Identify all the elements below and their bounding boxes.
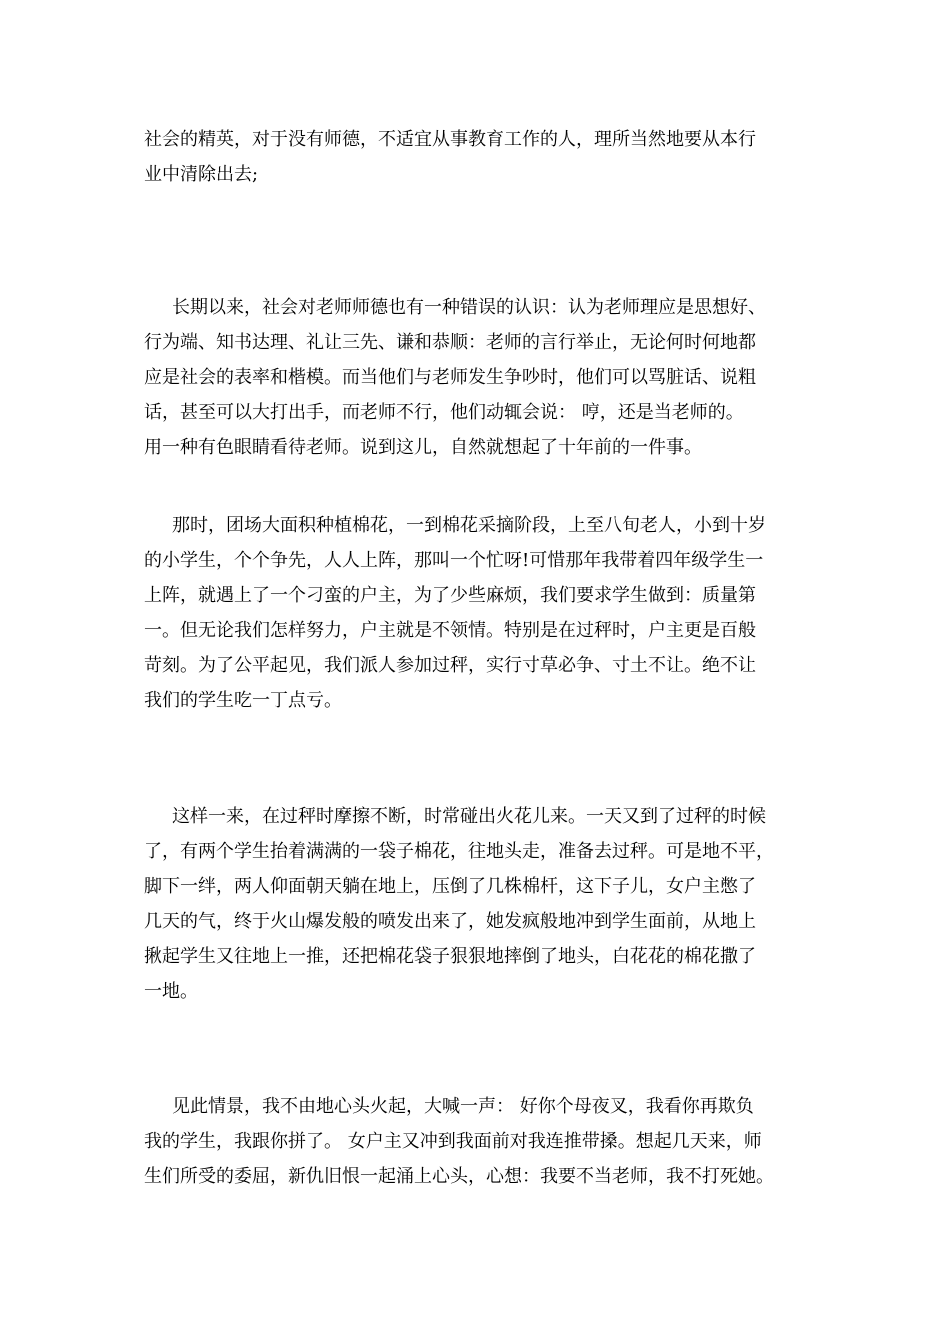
text-line: 脚下一绊，两人仰面朝天躺在地上，压倒了几株棉杆，这下子儿，女户主憋了 [144,876,756,897]
text-line: 我们的学生吃一丁点亏。 [144,690,342,711]
text-line: 了，有两个学生抬着满满的一袋子棉花，往地头走，准备去过秤。可是地不平， [144,841,774,862]
text-line: 苛刻。为了公平起见，我们派人参加过秤，实行寸草必争、寸土不让。绝不让 [144,655,756,676]
text-line: 几天的气，终于火山爆发般的喷发出来了，她发疯般地冲到学生面前，从地上 [144,911,756,932]
text-line: 生们所受的委屈，新仇旧恨一起涌上心头，心想：我要不当老师，我不打死她。 [144,1166,774,1187]
text-line: 一。但无论我们怎样努力，户主就是不领情。特别是在过秤时，户主更是百般 [144,620,756,641]
text-line: 长期以来，社会对老师师德也有一种错误的认识：认为老师理应是思想好、 [172,297,766,318]
text-line: 这样一来，在过秤时摩擦不断，时常碰出火花儿来。一天又到了过秤的时候 [172,806,766,827]
text-line: 社会的精英，对于没有师德，不适宜从事教育工作的人，理所当然地要从本行 [144,129,756,150]
paragraph-4 [144,799,816,1009]
text-line: 那时，团场大面积种植棉花，一到棉花采摘阶段，上至八旬老人，小到十岁 [172,515,766,536]
text-line: 行为端、知书达理、礼让三先、谦和恭顺：老师的言行举止，无论何时何地都 [144,332,756,353]
text-line: 话，甚至可以大打出手，而老师不行，他们动辄会说： 哼，还是当老师的。 [144,402,744,423]
text-line: 我的学生，我跟你拼了。 女户主又冲到我面前对我连推带搡。想起几天来，师 [144,1131,762,1152]
paragraph-1 [144,122,816,192]
paragraph-5 [144,1089,816,1194]
text-line: 上阵，就遇上了一个刁蛮的户主，为了少些麻烦，我们要求学生做到：质量第 [144,585,756,606]
text-line: 一地。 [144,981,198,1002]
text-line: 业中清除出去; [144,164,259,185]
text-line: 应是社会的表率和楷模。而当他们与老师发生争吵时，他们可以骂脏话、说粗 [144,367,756,388]
text-line: 揪起学生又往地上一推，还把棉花袋子狠狠地摔倒了地头，白花花的棉花撒了 [144,946,756,967]
text-line: 用一种有色眼睛看待老师。说到这儿，自然就想起了十年前的一件事。 [144,437,702,458]
paragraph-2 [144,290,816,465]
text-line: 见此情景，我不由地心头火起，大喊一声： 好你个母夜叉，我看你再欺负 [172,1096,754,1117]
paragraph-3 [144,508,816,718]
text-line: 的小学生，个个争先，人人上阵，那叫一个忙呀!可惜那年我带着四年级学生一 [144,550,764,571]
